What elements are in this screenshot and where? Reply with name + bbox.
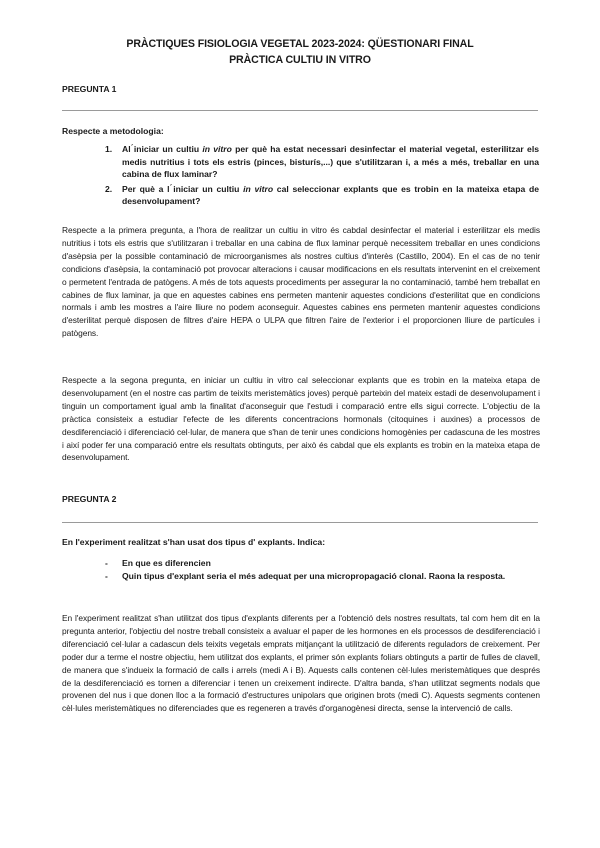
question-1-heading: PREGUNTA 1 [62, 84, 117, 94]
question-1-list [105, 143, 539, 208]
question-2-heading: PREGUNTA 2 [62, 494, 117, 504]
list-dash: - [105, 570, 108, 581]
item-text: En que es diferencien [122, 558, 211, 568]
question-text: cal seleccionar explants que es trobin en la mateixa etapa de desenvolupament? [122, 183, 539, 207]
question-text: Per què a l ́iniciar un cultiu [122, 183, 244, 194]
question-1-item [105, 183, 539, 208]
divider-line [62, 110, 538, 111]
question-1-item [105, 143, 539, 181]
question-text: per què ha estat necessari desinfectar el material vegetal, esterilitzar els medis nutritius i tots els estris (pinces, bisturís,...) que s'utilitzaran i, a més a més, treballar en una cabina de flux laminar? [122, 144, 539, 180]
question-2-item [105, 570, 539, 583]
question-2-list [105, 557, 539, 582]
document-title-line-2: PRÀCTICA CULTIU IN VITRO [229, 54, 371, 66]
answer-paragraph: Respecte a la primera pregunta, a l'hora de realitzar un cultiu in vitro és cabdal desinfectar el material i esterilitzar els medis nutritius i tots els estris que s'utilitzaran i treballar en una cabina de flux laminar perquè necessitem treballar en unes condicions d'asèpsia per la possible contaminació de microorganismes als nostres cultius d'interès (Castillo, 2004). En el cas de no tenir condicions d'asèpsia, la contaminació pot provocar alteracions i causar modificacions en els resultats intervenint en el creixement o permetent l'entrada de patògens. A més de tots aquests procediments per assegurar la no contaminació, també hem treballat en cabines de flux laminar, ja que en aquestes cabines ens permeten mantenir aquestes condicions d'esterilitat que en condicions normals i amb les mostres a l'aire lliure no podem aconseguir. Aquestes cabines ens permeten mantenir aquestes condicions d'esterilitat perquè disposen de filtres d'aire HEPA o ULPA que filtren l'aire de l'exterior i el proporcionen lliure de partícules i patògens. [62, 225, 540, 339]
document-title-line-1: PRÀCTIQUES FISIOLOGIA VEGETAL 2023-2024: QÜESTIONARI FINAL [126, 38, 474, 50]
answer-paragraph: En l'experiment realitzat s'han utilitzat dos tipus d'explants diferents per a l'obtenció dels nostres resultats, tal com hem dit en la pregunta anterior, l'objectiu del nostre treball consisteix a avaluar el paper de les hormones en els processos de desdiferenciació i diferenciació cel·lular a cadascun dels teixits vegetals emprats mitjançant la utilització de diferents reguladors de creixement. Per poder dur a terme el nostre objectiu, hem utilitzat dos explants, el primer són explants foliars obtinguts a partir de fulles de clavell, de manera que s'indueix la formació de calls i arrels (medi A i B). Aquests calls contenen cèl·lules meristemàtiques que després de la desdiferenciació es tornen a diferenciar i tenen un creixement indirecte. D'altra banda, s'han utilitzat segments nodals que provenen del nus i que donen lloc a la formació d'estructures unipolars que originen brots (medi C). Aquests segments contenen cèl·lules meristemàtiques no diferenciades que es regeneren a través d'organogènesi directa, sense la intervenció de calls. [62, 613, 540, 714]
divider-line [62, 522, 538, 523]
list-dash: - [105, 558, 108, 568]
list-number: 2. [105, 183, 113, 194]
list-number: 1. [105, 144, 113, 154]
question-text: Al ́iniciar un cultiu [122, 144, 203, 154]
question-italic: in vitro [243, 183, 274, 194]
answer-paragraph: Respecte a la segona pregunta, en iniciar un cultiu in vitro cal seleccionar explants que es trobin en la mateixa etapa de desenvolupament (en el nostre cas partim de teixits meristemàtics joves) perquè parteixin del mateix estadi de desenvolupament i tinguin un comportament igual amb la finalitat d'aconseguir que l'estudi i comparació entre ells sigui correcte. L'objectiu de la pràctica consisteix a estudiar l'efecte de les diferents concentracions hormonals (citoquines i auxines) a processos de desdiferenciació i diferenciació cel·lular, de manera que s'han de tenir unes condicions homogènies per cadascuna de les mostres i així poder fer una comparació entre els resultats obtinguts, per això és cabdal que els explants es trobin en la mateixa etapa de desenvolupament. [62, 375, 540, 463]
question-2-lead: En l'experiment realitzat s'han usat dos tipus d' explants. Indica: [62, 537, 326, 547]
question-2-item [105, 557, 539, 570]
question-italic: in vitro [202, 144, 232, 154]
item-text: Quin tipus d'explant seria el més adequat per una micropropagació clonal. Raona la resposta. [122, 570, 506, 581]
question-1-lead: Respecte a metodologia: [62, 126, 164, 136]
